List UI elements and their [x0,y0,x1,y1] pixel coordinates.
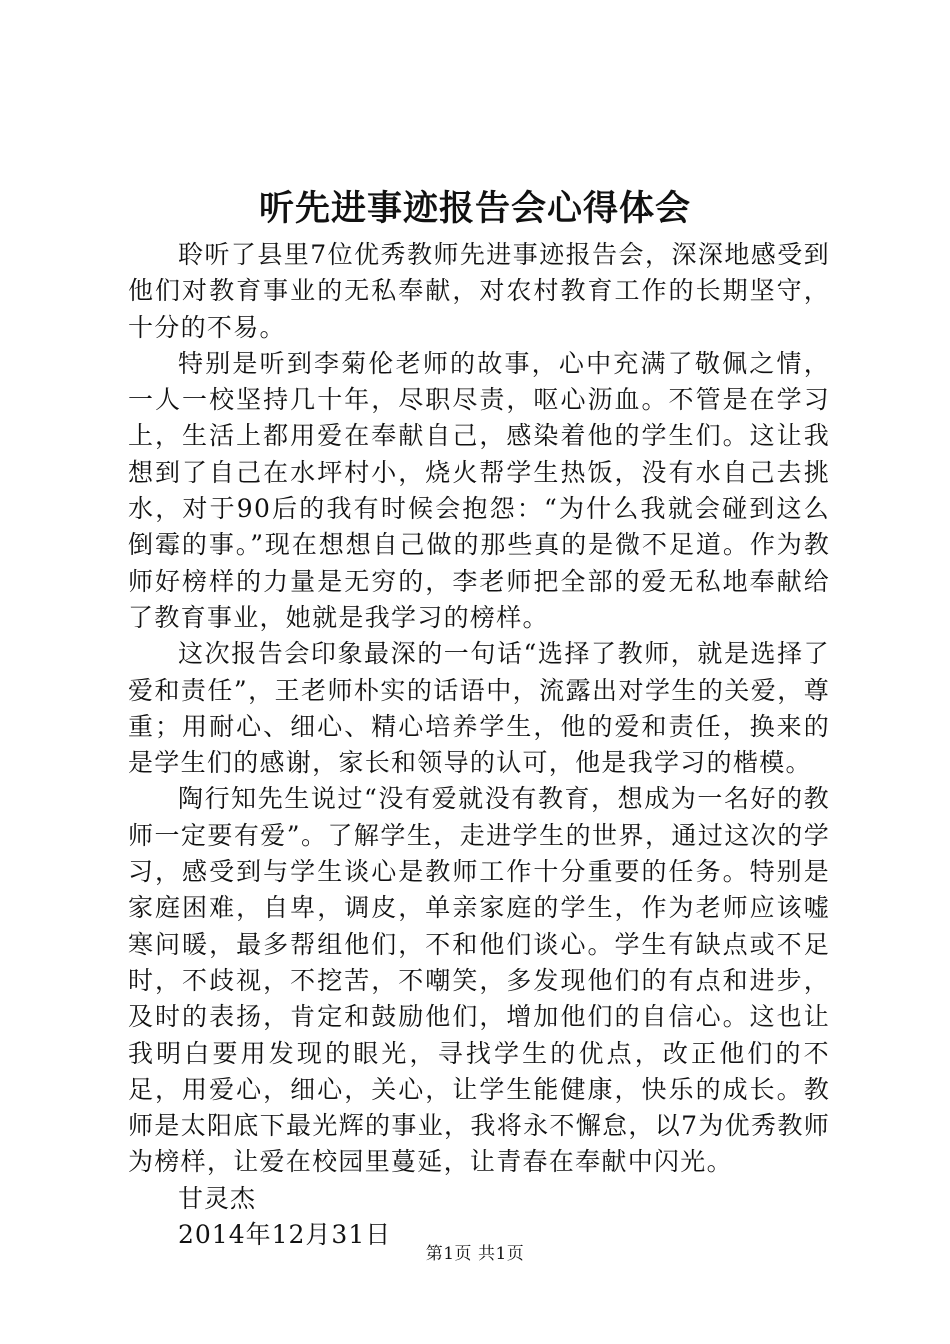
document-date: 2014年12月31日 [178,1220,392,1250]
paragraph-2: 特别是听到李菊伦老师的故事，心中充满了敬佩之情，一人一校坚持几十年，尽职尽责，呕心沥血。不管是在学习上，生活上都用爱在奉献自己，感染着他的学生们。这让我想到了自己在水坪村小，烧火帮学生热饭，没有水自己去挑水，对于90后的我有时候会抱怨：“为什么我就会碰到这么倒霉的事。”现在想想自己做的那些真的是微不足道。作为教师好榜样的力量是无穷的，李老师把全部的爱无私地奉献给了教育事业，她就是我学习的榜样。 [128,348,830,632]
paragraph-1: 聆听了县里7位优秀教师先进事迹报告会，深深地感受到他们对教育事业的无私奉献，对农村教育工作的长期坚守，十分的不易。 [128,240,830,342]
paragraph-3: 这次报告会印象最深的一句话“选择了教师，就是选择了爱和责任”，王老师朴实的话语中，流露出对学生的关爱，尊重；用耐心、细心、精心培养学生，他的爱和责任，换来的是学生们的感谢，家长和领导的认可，他是我学习的楷模。 [128,639,830,778]
author-signature: 甘灵杰 [178,1183,257,1213]
document-body [128,237,830,1253]
paragraph-4: 陶行知先生说过“没有爱就没有教育，想成为一名好的教师一定要有爱”。了解学生，走进学生的世界，通过这次的学习，感受到与学生谈心是教师工作十分重要的任务。特别是家庭困难，自卑，调皮，单亲家庭的学生，作为老师应该嘘寒问暖，最多帮组他们，不和他们谈心。学生有缺点或不足时，不歧视，不挖苦，不嘲笑，多发现他们的有点和进步，及时的表扬，肯定和鼓励他们，增加他们的自信心。这也让我明白要用发现的眼光，寻找学生的优点，改正他们的不足，用爱心，细心，关心，让学生能健康，快乐的成长。教师是太阳底下最光辉的事业，我将永不懈怠，以7为优秀教师为榜样，让爱在校园里蔓延，让青春在奉献中闪光。 [128,784,830,1177]
document-title: 听先进事迹报告会心得体会 [258,188,691,229]
page-footer: 第1页 共1页 [425,1244,525,1264]
